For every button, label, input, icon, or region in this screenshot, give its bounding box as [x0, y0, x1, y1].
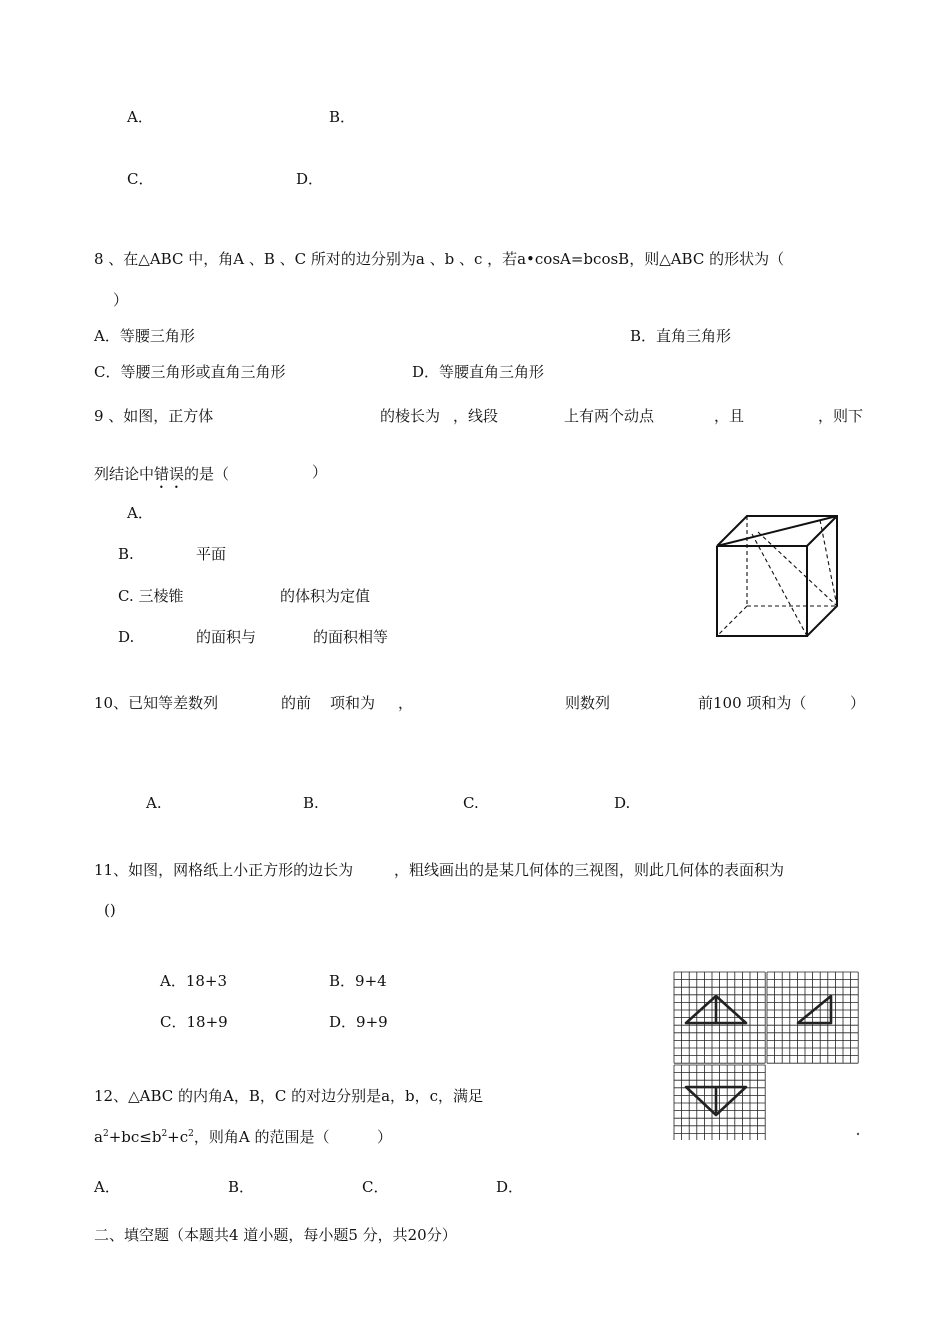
- q11-stem-part3: (): [104, 901, 116, 919]
- q10-stem-part5: 则数列: [565, 694, 611, 712]
- q10-stem-part4: ，: [398, 694, 414, 712]
- q11-stem-part2: ，粗线画出的是某几何体的三视图，则此几何体的表面积为: [394, 861, 785, 879]
- q7-option-c: C．: [127, 170, 154, 188]
- q8-option-b: B．直角三角形: [630, 327, 732, 345]
- q12-line2-c: +c: [167, 1128, 189, 1146]
- q9-option-d-text1: 的面积与: [196, 628, 257, 646]
- q12-stem-line2: [94, 1130, 330, 1145]
- q10-stem-part2: 的前: [281, 694, 312, 712]
- q9-stem-part2: 的棱长为: [380, 407, 441, 425]
- q10-stem-part6: 前100 项和为（: [698, 694, 807, 712]
- q9-stem-part3: ，线段: [453, 407, 499, 425]
- q12-sup3: 2: [188, 1129, 194, 1139]
- q12-option-b: B．: [228, 1178, 255, 1196]
- q8-stem: 8 、在△ABC 中，角A 、B 、C 所对的边分别为a 、b 、c ，若a•cosA=bcosB，则△ABC 的形状为（: [94, 250, 785, 268]
- q10-option-c: C.: [463, 794, 479, 812]
- q9-option-c-label: C. 三棱锥: [118, 587, 184, 605]
- q9-option-b-label: B.: [118, 545, 134, 563]
- q12-stem-close: ）: [377, 1128, 393, 1146]
- q11-option-d: D．9+9: [329, 1013, 388, 1031]
- q10-stem-part3: 项和为: [330, 694, 376, 712]
- q12-sup1: 2: [102, 1129, 109, 1139]
- q9-line2-text-c: 的是（: [184, 465, 230, 483]
- q10-option-b: B.: [303, 794, 319, 812]
- q9-stem-line2: [94, 465, 229, 492]
- q10-stem-part1: 10、已知等差数列: [94, 694, 219, 712]
- q9-stem-part6: ，则下: [818, 407, 864, 425]
- q9-option-a: A．: [127, 504, 153, 522]
- q10-option-a: A.: [146, 794, 162, 812]
- q12-line2-d: ，则角A 的范围是（: [193, 1128, 330, 1146]
- q9-stem-part4: 上有两个动点: [564, 407, 655, 425]
- q12-option-c: C．: [362, 1178, 389, 1196]
- q12-sup2: 2: [161, 1129, 168, 1139]
- q7-option-a: A．: [127, 108, 153, 126]
- q7-option-b: B．: [329, 108, 356, 126]
- q12-option-a: A．: [94, 1178, 120, 1196]
- three-view-grid-figure: [670, 968, 865, 1140]
- q11-option-b: B．9+4: [329, 972, 387, 990]
- cube-figure: [710, 510, 845, 642]
- q8-option-d: D．等腰直角三角形: [412, 363, 545, 381]
- q9-line2-text-a: 列结论中: [94, 465, 155, 483]
- q11-option-a: A．18+3: [160, 972, 228, 990]
- q12-stem: 12、△ABC 的内角A，B，C 的对边分别是a，b，c，满足: [94, 1087, 484, 1105]
- q9-line2-close: ）: [312, 463, 328, 481]
- q9-stem-part1: 9 、如图，正方体: [94, 407, 214, 425]
- q10-option-d: D.: [614, 794, 631, 812]
- q9-stem-part5: ，且: [714, 407, 745, 425]
- q8-stem-end: ）: [113, 291, 129, 309]
- q9-option-d-text2: 的面积相等: [313, 628, 389, 646]
- q11-option-c: C．18+9: [160, 1013, 228, 1031]
- q12-line2-b: +bc≤b: [108, 1128, 162, 1146]
- stray-dot: [857, 1133, 859, 1135]
- q12-option-d: D．: [496, 1178, 524, 1196]
- q10-stem-close: ）: [850, 694, 866, 712]
- q9-option-d-label: D.: [118, 628, 135, 646]
- q9-option-b-text: 平面: [196, 545, 227, 563]
- q11-stem-part1: 11、如图，网格纸上小正方形的边长为: [94, 861, 354, 879]
- section2-title: 二、填空题（本题共4 道小题，每小题5 分，共20分）: [94, 1226, 457, 1244]
- q8-option-a: A．等腰三角形: [94, 327, 195, 345]
- q9-emphasis-wrong: 错误: [154, 465, 185, 483]
- q9-option-c-text: 的体积为定值: [280, 587, 371, 605]
- q8-option-c: C．等腰三角形或直角三角形: [94, 363, 286, 381]
- q7-option-d: D．: [296, 170, 324, 188]
- q12-line2-a: a: [94, 1128, 103, 1146]
